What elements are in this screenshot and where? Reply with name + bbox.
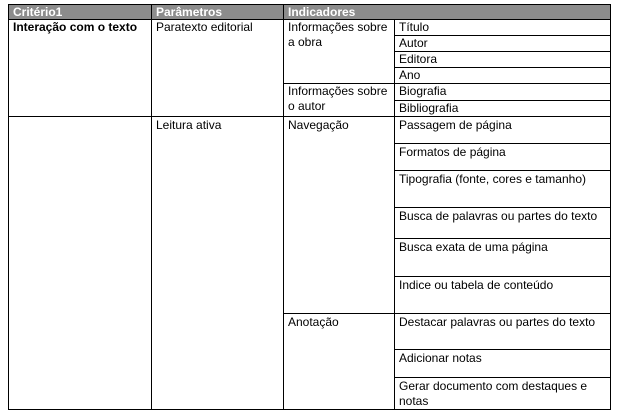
header-parametros: Parâmetros — [152, 5, 283, 19]
grid-vline — [394, 19, 395, 409]
indicador-busca-exata: Busca exata de uma página — [399, 240, 548, 254]
grid-vline — [283, 5, 284, 409]
param-leitura: Leitura ativa — [156, 118, 222, 132]
indicador-adicionar: Adicionar notas — [399, 351, 482, 365]
grid-vline — [151, 5, 152, 409]
indicador-tipografia: Tipografia (fonte, cores e tamanho) — [399, 172, 586, 186]
indicador-bibliografia: Bibliografia — [399, 101, 459, 115]
grid-hline — [394, 100, 610, 101]
header-indicadores: Indicadores — [284, 5, 610, 19]
grid-hline — [283, 313, 610, 314]
grid-hline — [283, 83, 610, 84]
indicador-destacar: Destacar palavras ou partes do texto — [399, 315, 596, 329]
indicador-formatos: Formatos de página — [399, 145, 506, 159]
grid-hline — [394, 238, 610, 239]
grid-hline — [9, 116, 610, 117]
grid-hline — [394, 143, 610, 144]
indicador-indice: Indice ou tabela de conteúdo — [399, 278, 554, 292]
grid-hline — [394, 276, 610, 277]
criterio-interacao: Interação com o texto — [13, 20, 138, 34]
indicador-titulo: Título — [399, 20, 430, 34]
info-autor: Informações sobre o autor — [288, 84, 388, 113]
indicador-autor: Autor — [399, 36, 428, 50]
grid-hline — [9, 19, 610, 20]
grid-hline — [394, 377, 610, 378]
indicador-ano: Ano — [399, 68, 421, 82]
grid-hline — [394, 349, 610, 350]
grid-hline — [394, 170, 610, 171]
indicador-busca-palavras: Busca de palavras ou partes do texto — [399, 209, 598, 223]
indicador-biografia: Biografia — [399, 84, 447, 98]
anotacao: Anotação — [288, 315, 339, 329]
indicador-gerar: Gerar documento com destaques e notas — [399, 379, 588, 408]
indicador-editora: Editora — [399, 52, 438, 66]
param-paratexto: Paratexto editorial — [156, 20, 253, 34]
grid-hline — [394, 51, 610, 52]
grid-hline — [394, 207, 610, 208]
info-obra: Informações sobre a obra — [288, 20, 388, 49]
navegacao: Navegação — [288, 118, 349, 132]
header-criterio: Critério1 — [9, 5, 151, 19]
grid-hline — [394, 35, 610, 36]
grid-hline — [394, 67, 610, 68]
criteria-table — [8, 4, 611, 410]
indicador-passagem: Passagem de página — [399, 118, 512, 132]
